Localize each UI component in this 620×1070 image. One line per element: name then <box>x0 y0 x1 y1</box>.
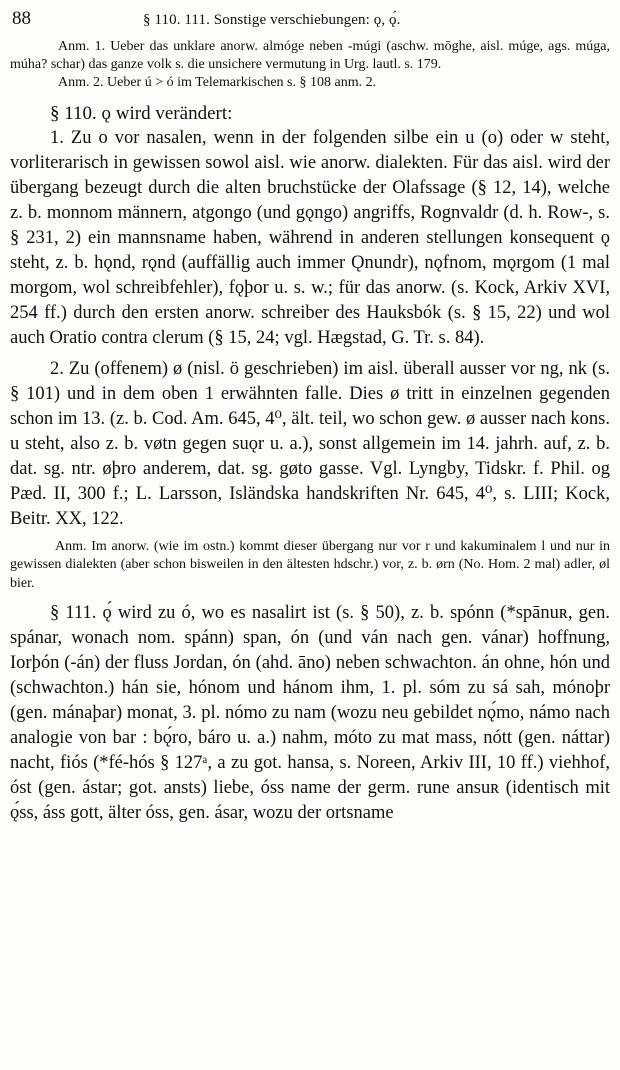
section-110-paragraph-1: 1. Zu o vor nasalen, wenn in der folgenden silbe ein u (o) oder w steht, vorliterarisch in gewissen sowol aisl. wie anorw. dialekten. Für das aisl. wird der übergang bezeugt durch die alten bruchstücke der Olafssage (§ 12, 14), welche z. b. monnom männern, atgongo (und gǫngo) angriffs, Rognvaldr (d. h. Row-, s. § 231, 2) ein mannsname haben, während in anderen stellungen konsequent ǫ steht, z. b. hǫnd, rǫnd (auffällig auch immer Ǫnundr), nǫfnom, mǫrgom (1 mal morgom, wol schreibfehler), fǫþor u. s. w.; für das anorw. (s. Kock, Arkiv XVI, 254 ff.) durch den ersten anorw. schreiber des Hauksbók (s. § 15, 22) und wol auch Oratio contra clerum (§ 15, 24; vgl. Hægstad, G. Tr. s. 84). <box>10 127 610 348</box>
section-111-text: § 111. ǫ́ wird zu ó, wo es nasalirt ist (s. § 50), z. b. spónn (*spānuʀ, gen. spánar, wonach nom. spánn) span, ón (und ván nach gen. vánar) hoffnung, Iorþón (-án) der fluss Jordan, ón (ahd. āno) neben schwachton. án ohne, hón und (schwachton.) hán sie, hónom und hánom ihm, 1. pl. sóm zu sá sah, mónoþr (gen. mánaþar) monat, 3. pl. nómo zu nam (wozu neu gebildet nǫ́mo, námo nach analogie von bar : bǫ́ro, báro u. a.) nahm, móto zu mat mass, nótt (gen. náttar) nacht, fiós (*fé-hós § 127ᵃ, a zu got. hansa, s. Noreen, Arkiv III, 10 ff.) viehhof, óst (gen. ástar; got. ansts) liebe, óss name der germ. rune ansuʀ (identisch mit ǫ́ss, áss gott, älter óss, gen. ásar, wozu der ortsname <box>10 603 610 824</box>
section-110-anm: Anm. Im anorw. (wie im ostn.) kommt dieser übergang nur vor r und kakuminalem l und nur in gewissen dialekten (aber schon bisweilen in den ältesten hdschr.) vor, z. b. ørn (No. Hom. 2 mal) adler, øl bier. <box>10 538 610 591</box>
running-head: § 110. 111. Sonstige verschiebungen: ǫ, ǫ́. <box>143 12 401 28</box>
page-number: 88 <box>12 8 31 29</box>
footnote-anm-2: Anm. 2. Ueber ú > ó im Telemarkischen s. § 108 anm. 2. <box>58 75 377 91</box>
section-110-paragraph-2: 2. Zu (offenem) ø (nisl. ö geschrieben) im aisl. überall ausser vor ng, nk (s. § 101) und in dem oben 1 erwähnten falle. Dies ø tritt in einzelnen gegenden schon im 13. (z. b. Cod. Am. 645, 4⁰, ält. teil, wo schon gew. ø ausser nach kons. u steht, also z. b. vøtn gegen suǫr u. a.), sonst allgemein im 14. jahrh. auf, z. b. dat. sg. ntr. øþro anderem, dat. sg. gøto gasse. Vgl. Lyngby, Tidskr. f. Phil. og Pæd. II, 300 f.; L. Larsson, Isländska handskriften Nr. 645, 4⁰, s. LIII; Kock, Beitr. XX, 122. <box>10 358 610 529</box>
page-header <box>10 6 610 38</box>
footnote-anm-1: Anm. 1. Ueber das unklare anorw. almóge neben -múgi (aschw. mōghe, aisl. múge, ags. múga, múha? schar) das ganze volk s. die unsichere vermutung in Urg. lautl. s. 179. <box>10 39 610 73</box>
section-110-heading: § 110. ǫ wird verändert: <box>50 102 233 124</box>
